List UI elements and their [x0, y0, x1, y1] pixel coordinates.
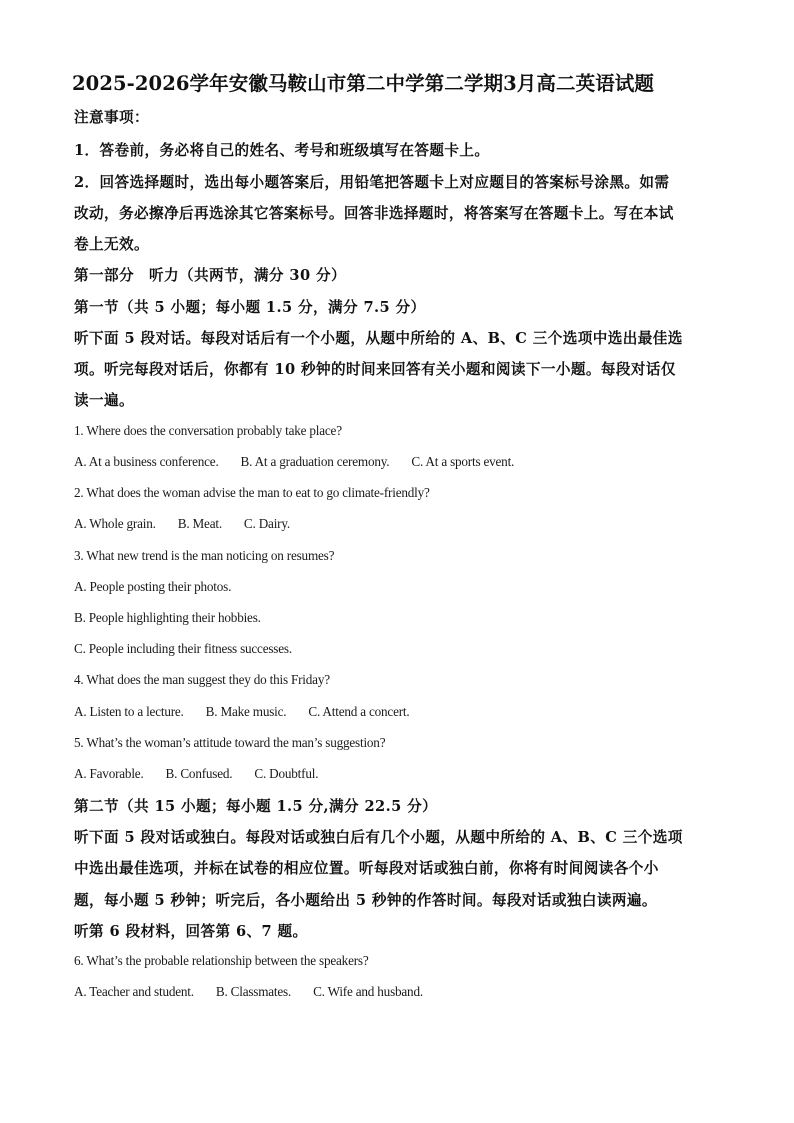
option-c: C. Attend a concert. [308, 704, 410, 719]
question-1-options [74, 454, 536, 470]
option-b: B. Classmates. [215, 984, 292, 999]
option-a: A. Listen to a lecture. [74, 704, 184, 719]
section1-instruction-line-2: 项。听完每段对话后，你都有 10 秒钟的时间来回答有关小题和阅读下一小题。每段对话仅 [74, 361, 676, 378]
exam-title: 2025-2026学年安徽马鞍山市第二中学第二学期3月高二英语试题 [72, 72, 655, 95]
option-c: C. Wife and husband. [313, 984, 423, 999]
section1-instruction-line-1: 听下面 5 段对话。每段对话后有一个小题，从题中所给的 A、B、C 三个选项中选出最佳选 [74, 330, 683, 347]
notice-item-1: 1．答卷前，务必将自己的姓名、考号和班级填写在答题卡上。 [74, 142, 490, 159]
option-b: B. Confused. [165, 766, 233, 781]
part1-heading: 第一部分 听力（共两节，满分 30 分） [74, 267, 346, 284]
question-4: 4. What does the man suggest they do this Friday? [74, 672, 330, 687]
notice-item-2-line-2: 改动，务必擦净后再选涂其它答案标号。回答非选择题时，将答案写在答题卡上。写在本试 [74, 205, 674, 222]
question-6-options [74, 984, 445, 1000]
option-b: B. Meat. [177, 516, 222, 531]
question-6: 6. What’s the probable relationship between the speakers? [74, 953, 369, 968]
notice-item-2-line-3: 卷上无效。 [74, 236, 149, 253]
option-c: C. Dairy. [243, 516, 290, 531]
question-1: 1. Where does the conversation probably take place? [74, 423, 342, 438]
question-5: 5. What’s the woman’s attitude toward the man’s suggestion? [74, 735, 386, 750]
question-5-options [74, 766, 340, 782]
notice-item-2-line-1: 2．回答选择题时，选出每小题答案后，用铅笔把答题卡上对应题目的答案标号涂黑。如需 [74, 174, 670, 191]
section2-instruction-line-3: 题，每小题 5 秒钟；听完后，各小题给出 5 秒钟的作答时间。每段对话或独白读两遍。 [74, 892, 657, 909]
option-c: C. At a sports event. [411, 454, 515, 469]
option-b: B. At a graduation ceremony. [240, 454, 390, 469]
option-a: A. At a business conference. [74, 454, 219, 469]
option-a: A. Favorable. [74, 766, 144, 781]
option-c: C. Doubtful. [254, 766, 319, 781]
question-3-option-a: A. People posting their photos. [74, 579, 232, 594]
section2-instruction-line-2: 中选出最佳选项，并标在试卷的相应位置。听每段对话或独白前，你将有时间阅读各个小 [74, 860, 659, 877]
question-4-options [74, 704, 431, 720]
question-3-option-b: B. People highlighting their hobbies. [74, 610, 261, 625]
section2-heading: 第二节（共 15 小题；每小题 1.5 分,满分 22.5 分） [74, 798, 438, 815]
question-3: 3. What new trend is the man noticing on resumes? [74, 548, 335, 563]
section1-heading: 第一节（共 5 小题；每小题 1.5 分，满分 7.5 分） [74, 299, 426, 316]
question-2-options [74, 516, 312, 532]
question-3-option-c: C. People including their fitness successes. [74, 641, 292, 656]
material-6-instruction: 听第 6 段材料，回答第 6、7 题。 [74, 923, 308, 940]
option-a: A. Teacher and student. [74, 984, 194, 999]
question-2: 2. What does the woman advise the man to eat to go climate-friendly? [74, 485, 430, 500]
notice-heading: 注意事项： [74, 109, 149, 126]
section1-instruction-line-3: 读一遍。 [74, 392, 134, 409]
option-a: A. Whole grain. [74, 516, 156, 531]
section2-instruction-line-1: 听下面 5 段对话或独白。每段对话或独白后有几个小题，从题中所给的 A、B、C 三个选项 [74, 829, 683, 846]
option-b: B. Make music. [205, 704, 287, 719]
